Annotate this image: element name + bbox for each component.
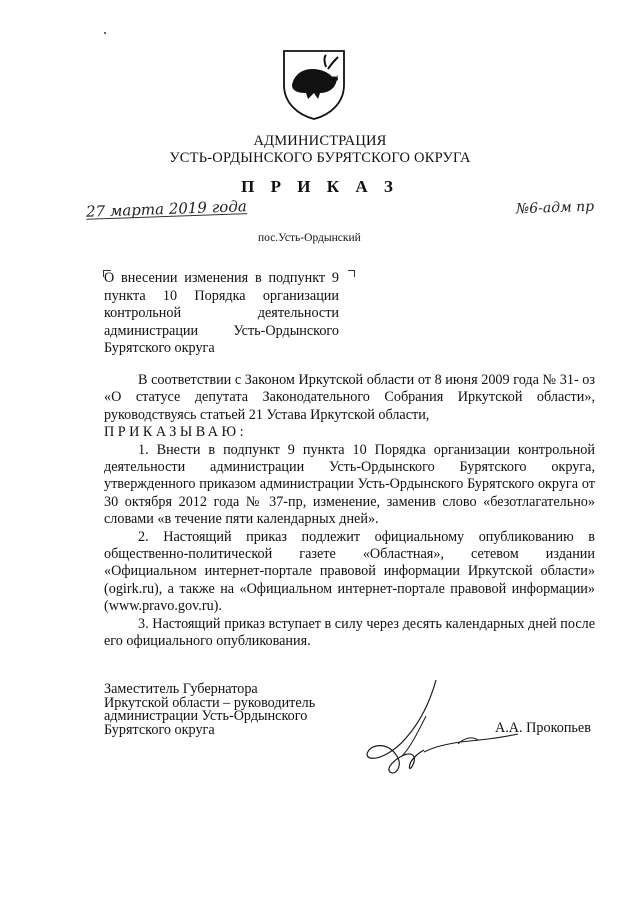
place-of-issue: пос.Усть-Ордынский — [258, 232, 361, 244]
org-name-line1: АДМИНИСТРАЦИЯ — [253, 133, 387, 149]
position-line: Бурятского округа — [104, 721, 215, 738]
signatory-position — [104, 683, 315, 737]
subject-line: администрации Усть-Ордынского — [104, 322, 339, 339]
order-word: ПРИКАЗЫВАЮ: — [104, 424, 248, 441]
doc-type-title: П Р И К А З — [241, 177, 399, 196]
position-line: Заместитель Губернатора — [104, 681, 258, 697]
order-item: 3. Настоящий приказ вступает в силу через десять календарных дней после его официального опубликования. — [104, 615, 595, 650]
coat-of-arms-emblem — [278, 45, 350, 121]
handwritten-date: 27 марта 2019 года — [85, 197, 248, 221]
position-line: Иркутской области – руководитель — [104, 694, 316, 711]
order-item: 1. Внести в подпункт 9 пункта 10 Порядка организации контрольной деятельности администрации Усть-Ордынского Бурятского округа, утвержденного приказом администрации Усть-Ордынского Бурятского округа от 30 октября 2012 года № 37-пр, изменение, заменив слово «безотлагательно» словами «в течение пяти календарных дней». — [104, 441, 595, 528]
order-item: 2. Настоящий приказ подлежит официальному опубликованию в общественно-политической газете «Областная», сетевом издании «Официальном интернет-портале правовой информации Иркутской области» (ogirk.ru), а также на «Официальном интернет-портале правовой информации» (www.pravo.gov.ru). — [104, 528, 595, 615]
position-line: администрации Усть-Ордынского — [104, 708, 308, 724]
preamble-paragraph: В соответствии с Законом Иркутской области от 8 июня 2009 года № 31- оз «О статусе депутата Законодательного Собрания Иркутской области», руководствуясь статьей 21 Устава Иркутской области, — [104, 372, 595, 423]
signatory-name: А.А. Прокопьев — [495, 720, 591, 736]
handwritten-order-number: №6-адм пр — [515, 198, 595, 218]
org-name-line2: УСТЬ-ОРДЫНСКОГО БУРЯТСКОГО ОКРУГА — [169, 150, 471, 166]
subject-line: контрольной деятельности — [104, 305, 339, 321]
order-body — [104, 372, 595, 651]
order-subject — [104, 270, 339, 358]
subject-line: О внесении изменения в подпункт 9 — [104, 270, 339, 286]
subject-bracket-right — [348, 270, 355, 277]
subject-line: Бурятского округа — [104, 340, 215, 356]
scan-speck — [104, 32, 106, 34]
subject-line: пункта 10 Порядка организации — [104, 287, 339, 304]
